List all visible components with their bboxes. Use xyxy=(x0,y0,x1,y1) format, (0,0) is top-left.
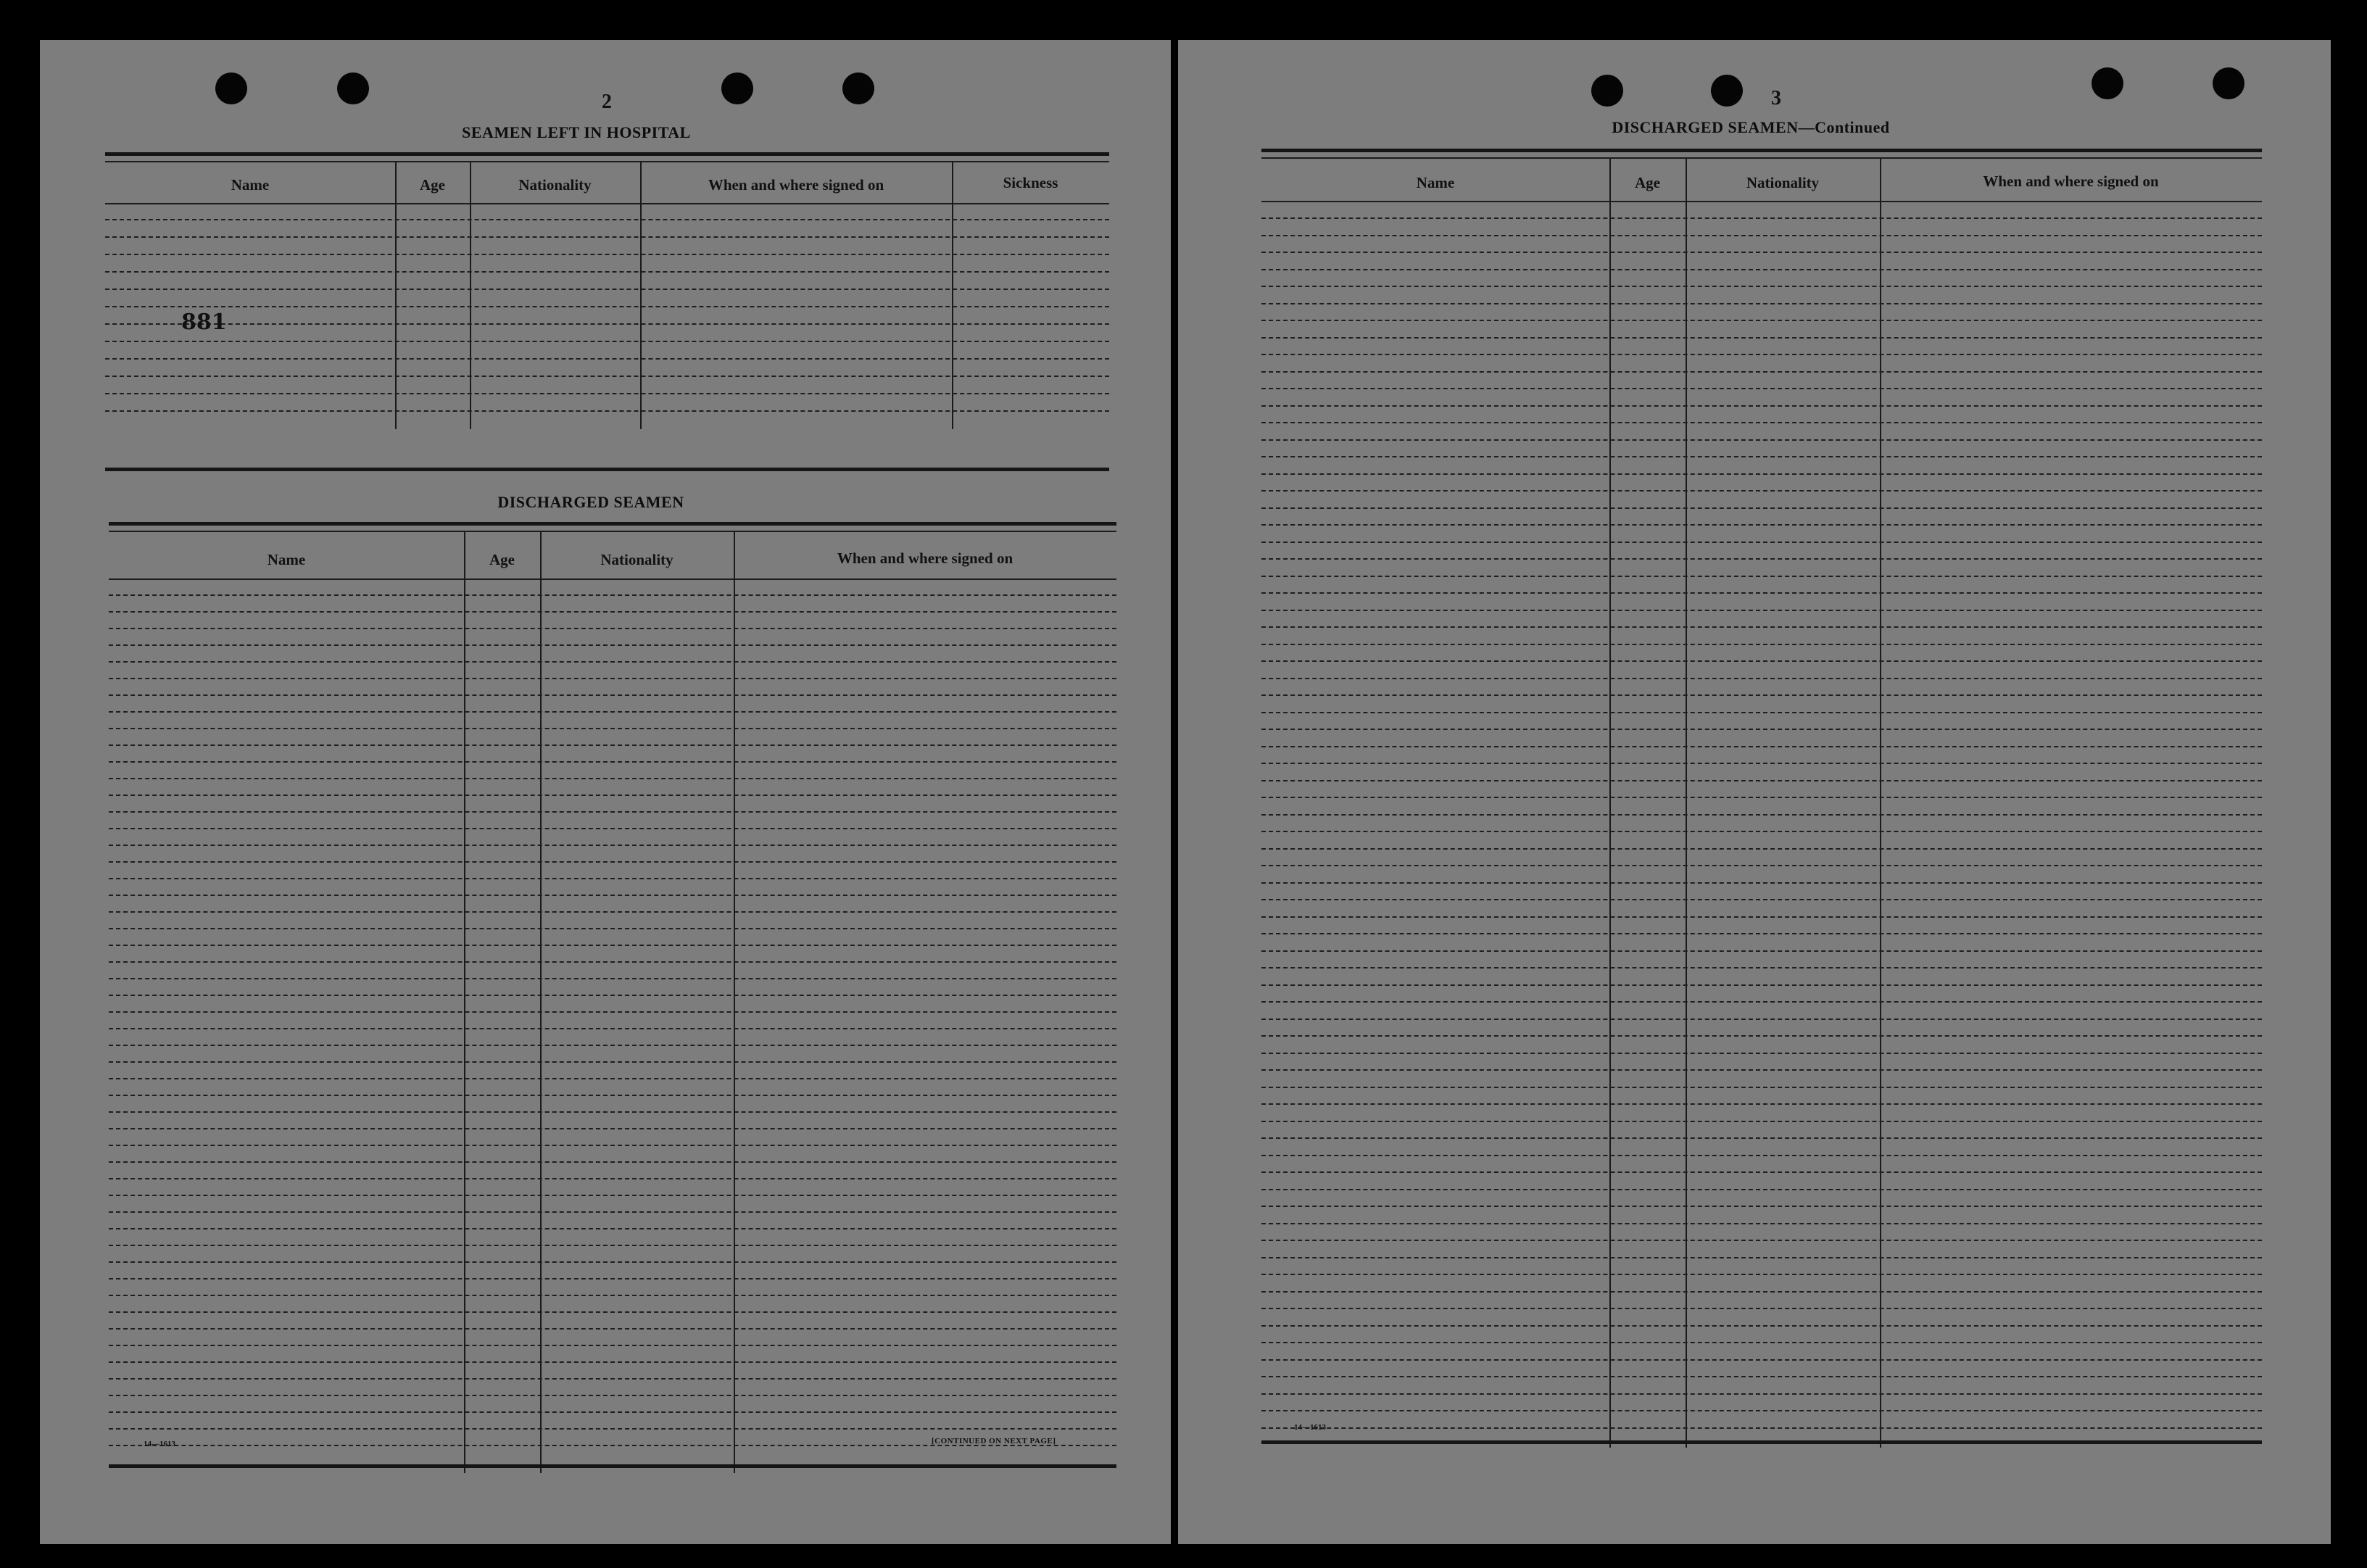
table-row-line xyxy=(109,1311,1116,1313)
table-row-line xyxy=(109,861,1116,863)
column-header-signed-on: When and where signed on xyxy=(837,549,1013,567)
table-row-line xyxy=(1261,592,2262,594)
table-row-line xyxy=(1261,542,2262,543)
table-row-line xyxy=(109,911,1116,913)
hospital-table xyxy=(105,152,1109,478)
table-row-line xyxy=(109,1111,1116,1113)
table-row-line xyxy=(1261,1342,2262,1343)
right-page xyxy=(1178,40,2331,1544)
table-row-line xyxy=(1261,405,2262,407)
table-row-line xyxy=(109,1045,1116,1046)
discharged-section-title: DISCHARGED SEAMEN xyxy=(497,493,684,511)
discharged-table xyxy=(109,522,1116,1479)
table-row-line xyxy=(109,1128,1116,1129)
table-row-line xyxy=(1261,235,2262,236)
punch-hole xyxy=(337,72,369,104)
table-row-line xyxy=(109,978,1116,979)
table-row-line xyxy=(1261,1223,2262,1224)
table-row-line xyxy=(1261,303,2262,304)
table-row-line xyxy=(109,1278,1116,1279)
table-row-line xyxy=(109,1061,1116,1063)
table-row-line xyxy=(1261,286,2262,287)
column-header-age: Age xyxy=(1635,174,1660,191)
table-row-line xyxy=(105,410,1109,412)
table-row-line xyxy=(109,1378,1116,1380)
column-header-name: Name xyxy=(1416,174,1455,191)
table-row-line xyxy=(1261,1087,2262,1088)
table-row-line xyxy=(109,594,1116,596)
table-row-line xyxy=(1261,1274,2262,1275)
table-row-line xyxy=(1261,644,2262,645)
table-row-line xyxy=(1261,371,2262,373)
table-row-line xyxy=(105,306,1109,307)
table-row-line xyxy=(109,711,1116,713)
table-row-line xyxy=(109,1211,1116,1213)
column-header-signed-on: When and where signed on xyxy=(1983,173,2159,190)
table-row-line xyxy=(105,358,1109,360)
table-row-line xyxy=(1261,217,2262,219)
table-row-line xyxy=(1261,1035,2262,1037)
table-row-line xyxy=(1261,252,2262,253)
table-row-line xyxy=(1261,694,2262,696)
table-row-line xyxy=(1261,780,2262,781)
table-row-line xyxy=(109,945,1116,946)
table-row-line xyxy=(105,236,1109,238)
table-row-line xyxy=(1261,320,2262,321)
table-row-line xyxy=(105,393,1109,394)
table-row-line xyxy=(1261,610,2262,611)
table-row-line xyxy=(105,341,1109,342)
left-page xyxy=(40,40,1171,1544)
table-row-line xyxy=(109,1395,1116,1396)
table-row-line xyxy=(1261,712,2262,713)
table-row-line xyxy=(1261,746,2262,747)
table-row-line xyxy=(1261,1001,2262,1003)
table-row-line xyxy=(109,778,1116,779)
table-row-line xyxy=(109,678,1116,679)
column-header-age: Age xyxy=(489,551,515,568)
punch-hole xyxy=(1591,75,1623,107)
table-row-line xyxy=(1261,882,2262,884)
table-row-line xyxy=(1261,1189,2262,1190)
punch-hole xyxy=(215,72,247,104)
table-row-line xyxy=(109,1095,1116,1096)
table-row-line xyxy=(1261,269,2262,270)
table-row-line xyxy=(1261,1325,2262,1327)
table-row-line xyxy=(1261,1069,2262,1071)
table-row-line xyxy=(1261,1308,2262,1309)
table-row-line xyxy=(1261,1121,2262,1122)
table-row-line xyxy=(109,1361,1116,1363)
column-header-nationality: Nationality xyxy=(518,176,592,194)
column-header-name: Name xyxy=(231,176,270,194)
table-row-line xyxy=(1261,354,2262,355)
hospital-section-title: SEAMEN LEFT IN HOSPITAL xyxy=(462,123,691,141)
handwritten-mark: 881 xyxy=(181,310,227,335)
table-row-line xyxy=(1261,831,2262,832)
continued-note: [CONTINUED ON NEXT PAGE] xyxy=(932,1437,1056,1445)
table-row-line xyxy=(1261,1053,2262,1054)
table-row-line xyxy=(109,1428,1116,1430)
table-row-line xyxy=(109,628,1116,629)
column-header-signed-on: When and where signed on xyxy=(708,176,884,194)
table-row-line xyxy=(1261,729,2262,730)
table-row-line xyxy=(1261,422,2262,423)
table-row-line xyxy=(105,323,1109,325)
table-row-line xyxy=(109,895,1116,896)
table-row-line xyxy=(1261,984,2262,986)
table-row-line xyxy=(1261,797,2262,798)
table-row-line xyxy=(109,694,1116,696)
table-row-line xyxy=(1261,439,2262,441)
table-row-line xyxy=(1261,1171,2262,1173)
punch-hole xyxy=(721,72,753,104)
table-row-line xyxy=(109,728,1116,729)
table-row-line xyxy=(109,1011,1116,1013)
table-row-line xyxy=(109,1245,1116,1246)
column-header-name: Name xyxy=(267,551,306,568)
discharged-continued-title: DISCHARGED SEAMEN—Continued xyxy=(1612,118,1890,136)
table-row-line xyxy=(105,289,1109,290)
table-row-line xyxy=(1261,576,2262,577)
table-row-line xyxy=(109,1195,1116,1196)
table-row-line xyxy=(1261,558,2262,560)
table-row-line xyxy=(1261,473,2262,475)
table-row-line xyxy=(109,744,1116,746)
table-row-line xyxy=(1261,1427,2262,1429)
table-row-line xyxy=(109,1078,1116,1079)
table-row-line xyxy=(1261,933,2262,934)
table-row-line xyxy=(105,376,1109,377)
table-row-line xyxy=(1261,678,2262,679)
punch-hole xyxy=(1711,75,1743,107)
table-row-line xyxy=(109,1295,1116,1296)
table-row-line xyxy=(109,1028,1116,1029)
table-row-line xyxy=(109,611,1116,613)
table-row-line xyxy=(1261,1206,2262,1207)
table-row-line xyxy=(1261,490,2262,491)
table-row-line xyxy=(1261,848,2262,850)
table-row-line xyxy=(109,1345,1116,1346)
table-row-line xyxy=(1261,916,2262,918)
table-row-line xyxy=(1261,1291,2262,1293)
table-row-line xyxy=(109,1228,1116,1229)
table-row-line xyxy=(1261,524,2262,526)
table-row-line xyxy=(109,928,1116,929)
table-row-line xyxy=(109,795,1116,796)
table-row-line xyxy=(1261,1410,2262,1411)
table-row-line xyxy=(1261,388,2262,389)
column-header-sickness: Sickness xyxy=(1003,174,1058,191)
table-row-line xyxy=(109,661,1116,663)
column-header-nationality: Nationality xyxy=(1746,174,1820,191)
table-row-line xyxy=(109,811,1116,813)
table-row-line xyxy=(1261,1155,2262,1156)
table-row-line xyxy=(1261,1359,2262,1361)
table-row-line xyxy=(109,1411,1116,1413)
table-row-line xyxy=(1261,1257,2262,1258)
table-row-line xyxy=(109,761,1116,763)
table-row-line xyxy=(109,845,1116,846)
table-row-line xyxy=(109,878,1116,879)
page-number: 2 xyxy=(602,91,612,113)
form-number: 14—1613 xyxy=(144,1440,175,1448)
table-row-line xyxy=(109,644,1116,646)
punch-hole xyxy=(842,72,874,104)
table-row-line xyxy=(1261,626,2262,628)
form-number: 14—1613 xyxy=(1294,1423,1326,1432)
column-header-age: Age xyxy=(420,176,445,194)
table-row-line xyxy=(1261,1240,2262,1241)
table-row-line xyxy=(109,961,1116,963)
table-row-line xyxy=(1261,763,2262,764)
page-number: 3 xyxy=(1771,87,1781,109)
table-row-line xyxy=(109,1161,1116,1163)
table-row-line xyxy=(1261,1019,2262,1020)
discharged-continued-table xyxy=(1261,149,2262,1453)
table-row-line xyxy=(1261,507,2262,509)
table-row-line xyxy=(1261,899,2262,900)
table-row-line xyxy=(1261,967,2262,968)
table-row-line xyxy=(105,219,1109,220)
punch-hole xyxy=(2092,67,2123,99)
table-row-line xyxy=(109,828,1116,829)
table-row-line xyxy=(1261,660,2262,662)
table-row-line xyxy=(109,1178,1116,1179)
table-row-line xyxy=(1261,1137,2262,1139)
table-row-line xyxy=(1261,337,2262,339)
table-row-line xyxy=(109,1328,1116,1330)
table-row-line xyxy=(109,995,1116,996)
table-row-line xyxy=(1261,456,2262,457)
table-row-line xyxy=(1261,814,2262,816)
table-row-line xyxy=(105,271,1109,273)
table-row-line xyxy=(1261,1376,2262,1377)
table-row-line xyxy=(1261,1103,2262,1105)
table-row-line xyxy=(109,1261,1116,1263)
table-row-line xyxy=(1261,865,2262,866)
table-row-line xyxy=(1261,1393,2262,1395)
column-header-nationality: Nationality xyxy=(600,551,673,568)
table-row-line xyxy=(109,1145,1116,1146)
table-row-line xyxy=(1261,950,2262,952)
table-row-line xyxy=(105,254,1109,255)
punch-hole xyxy=(2213,67,2244,99)
